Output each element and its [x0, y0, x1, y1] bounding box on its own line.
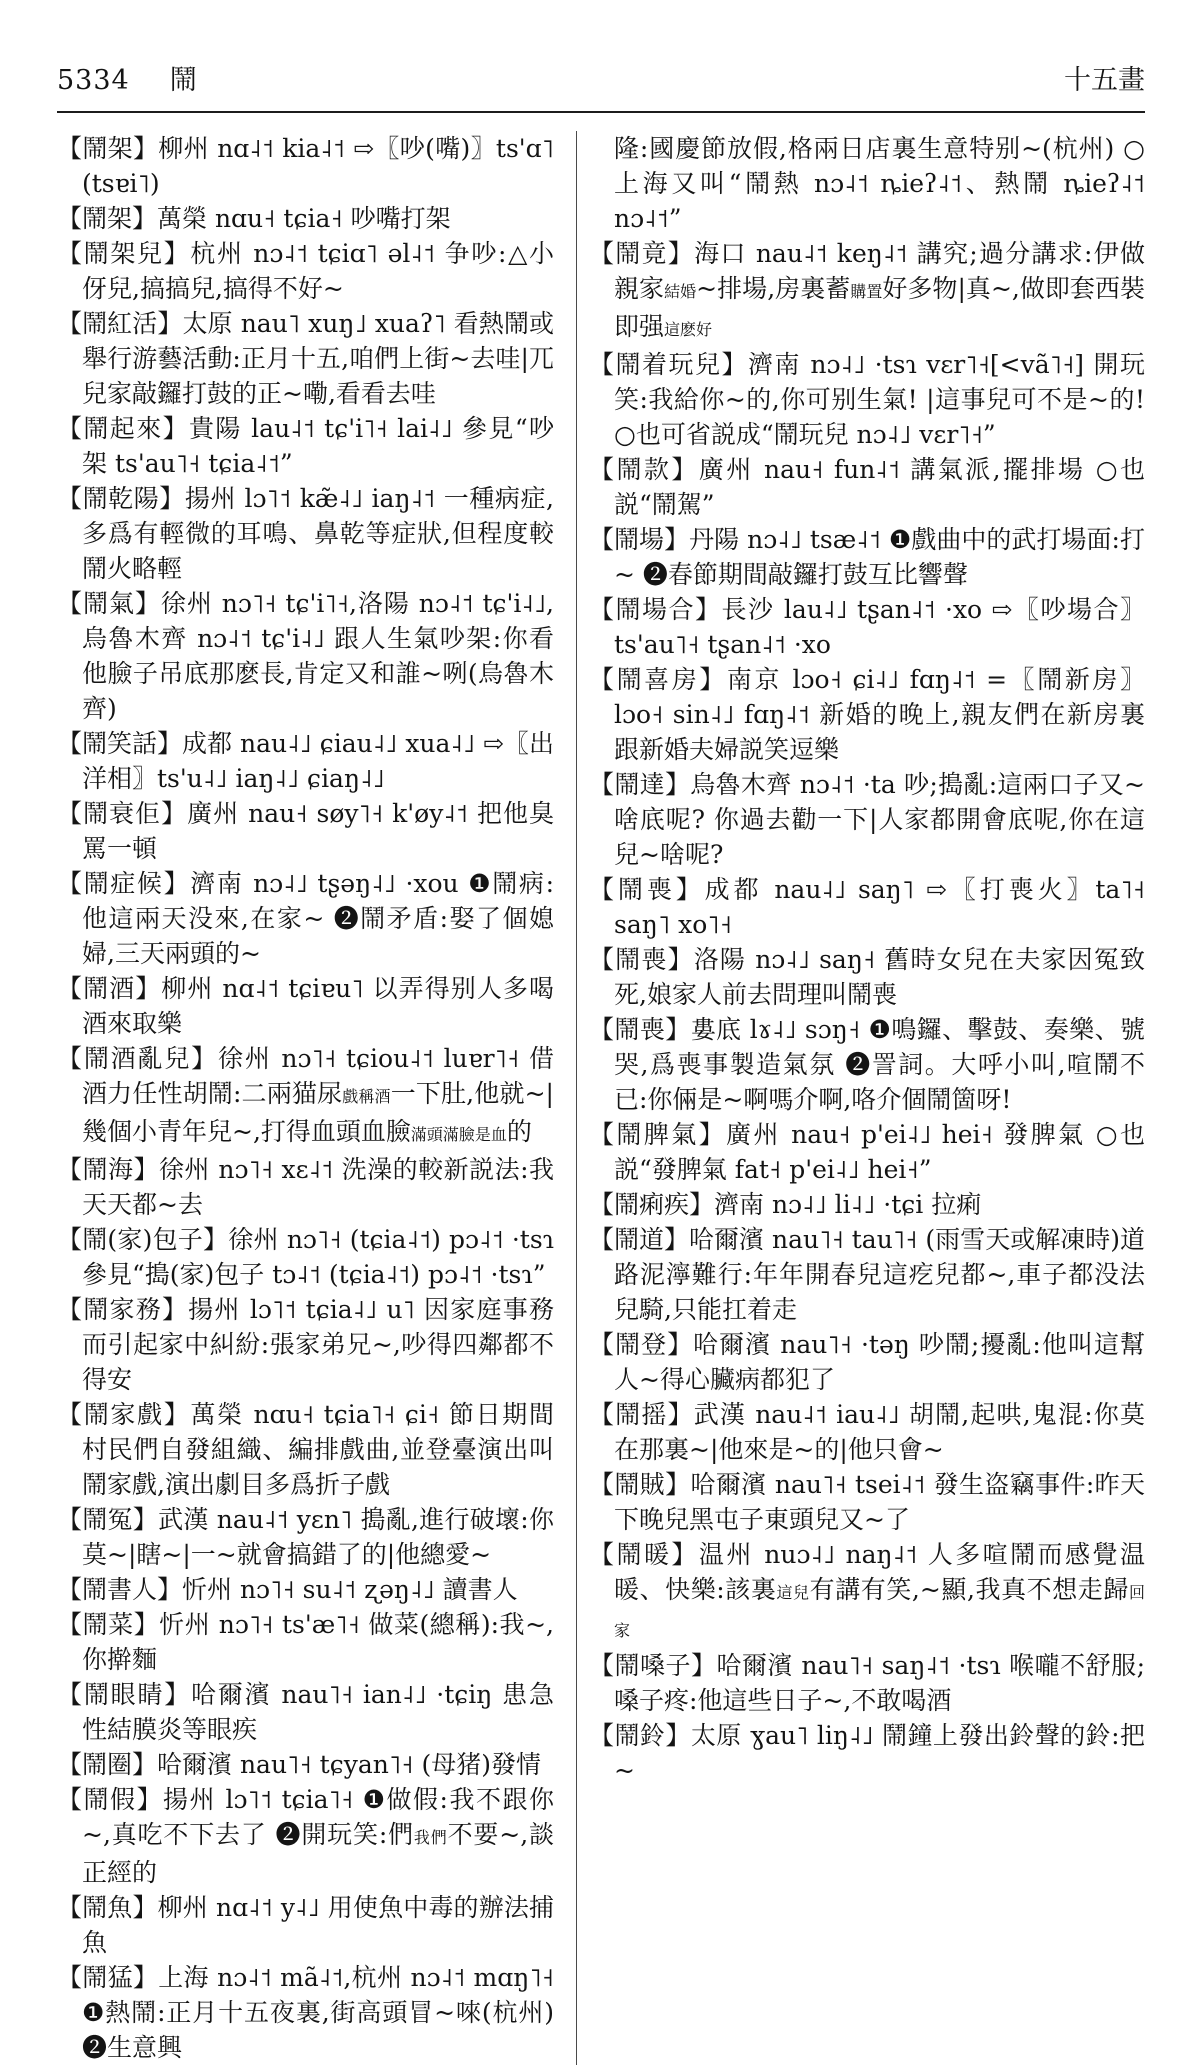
- entry-text: 【鬧乾陽】揚州 lɔ˥˦ kæ̃˨˩ iaŋ˨˦ 一種病症,多爲有輕微的耳鳴、鼻乾等症狀,但程度較鬧火略輕: [57, 484, 554, 583]
- dictionary-entry: [57, 411, 554, 481]
- inline-gloss: 我們: [413, 1828, 448, 1847]
- entry-text: ~排場,房裏蓄: [696, 274, 851, 303]
- dictionary-entry: [57, 1677, 554, 1747]
- entry-text: 【鬧菜】忻州 nɔ˥˧ ts'æ˥˧ 做菜(總稱):我~,你擀麵: [57, 1610, 554, 1674]
- page-header: [57, 58, 1145, 97]
- dictionary-entry: [589, 1187, 1145, 1222]
- entry-text: 好多物|真~,做即套西裝即强: [614, 274, 1145, 341]
- entry-text: 【鬧猛】上海 nɔ˨˦ mã˨˦,杭州 nɔ˨˦ mɑŋ˥˧ ❶熱鬧:正月十五夜裏,街高頭冒~唻(杭州) ❷生意興: [57, 1963, 554, 2062]
- entry-text: 的: [506, 1117, 532, 1146]
- entry-text: 【鬧起來】貴陽 lau˨˦ tɕ'i˥˧ lai˨˩ 參見“吵架 ts'au˥˧ tɕia˨˦”: [57, 414, 554, 478]
- dictionary-entry: [589, 942, 1145, 1012]
- entry-text: 【鬧達】烏魯木齊 nɔ˨˦ ·ta 吵;搗亂:這兩口子又~啥底呢? 你過去勸一下|人家都開會底呢,你在這兒~啥呢?: [589, 770, 1145, 869]
- entry-text: 【鬧登】哈爾濱 nau˥˧ ·təŋ 吵鬧;擾亂:他叫這幫人~得心臟病都犯了: [589, 1330, 1145, 1394]
- header-rule: [57, 111, 1145, 113]
- entry-text: 【鬧假】揚州 lɔ˥˦ tɕia˥˧ ❶做假:我不跟你~,真吃不下去了 ❷開玩笑:們: [57, 1785, 554, 1849]
- dictionary-entry: [589, 872, 1145, 942]
- entry-text: 【鬧賊】哈爾濱 nau˥˧ tsei˨˦ 發生盗竊事件:昨天下晚兒黑屯子東頭兒又~了: [589, 1470, 1145, 1534]
- dictionary-entry: [57, 796, 554, 866]
- entry-text: 【鬧款】廣州 nau˧ fun˨˦ 講氣派,擺排場 ○也説“鬧駕”: [589, 455, 1145, 519]
- inline-gloss: 這兒: [776, 1583, 810, 1602]
- entry-text: 【鬧圈】哈爾濱 nau˥˧ tɕyan˥˧ (母猪)發情: [57, 1750, 541, 1779]
- dictionary-entry: [589, 1397, 1145, 1467]
- entry-text: 【鬧酒】柳州 nɑ˨˦ tɕiɐu˥ 以弄得别人多喝酒來取樂: [57, 974, 554, 1038]
- inline-gloss: 戲稱酒: [342, 1087, 391, 1106]
- dictionary-entry: [57, 131, 554, 201]
- entry-text: 【鬧酒亂兒】徐州 nɔ˥˧ tɕiou˨˦ luɐr˥˧ 借酒力任性胡鬧:二兩猫尿: [57, 1044, 554, 1108]
- entry-text: 【鬧鈴】太原 ɣau˥ liŋ˨˩ 鬧鐘上發出鈴聲的鈴:把~: [589, 1721, 1145, 1785]
- dictionary-entry: [57, 1152, 554, 1222]
- dictionary-entry: [57, 1292, 554, 1397]
- dictionary-entry: [589, 1718, 1145, 1788]
- dictionary-entry: [57, 1607, 554, 1677]
- entry-text: 【鬧架】柳州 nɑ˨˦ kia˨˦ ⇨〖吵(嘴)〗ts'ɑ˥ (tsɐi˥): [57, 134, 554, 198]
- inline-gloss: 結婚: [664, 282, 697, 301]
- entry-text: 【鬧冤】武漢 nau˨˦ yɛn˥ 搗亂,進行破壞:你莫~|瞎~|一~就會搞錯了的|他總愛~: [57, 1505, 554, 1569]
- dictionary-entry: [589, 236, 1145, 347]
- entry-text: 【鬧喪】婁底 lɤ˨˩ sɔŋ˧ ❶鳴鑼、擊鼓、奏樂、號哭,爲喪事製造氣氛 ❷詈詞。大呼小叫,喧鬧不已:你倆是~啊嗎介啊,咯介個鬧箇呀!: [589, 1015, 1145, 1114]
- dictionary-entry: [589, 452, 1145, 522]
- inline-gloss: 購置: [850, 282, 883, 301]
- entry-text: 【鬧架】萬榮 nɑu˧ tɕia˧ 吵嘴打架: [57, 204, 451, 233]
- dictionary-entry: [57, 1041, 554, 1152]
- entry-text: 隆:國慶節放假,格兩日店裏生意特别~(杭州) ○上海又叫“鬧熱 nɔ˨˦ ȵieʔ˨˦、熱鬧 ȵieʔ˨˦ nɔ˨˦”: [614, 134, 1145, 233]
- dictionary-entry: [589, 662, 1145, 767]
- column-right: [589, 131, 1145, 2065]
- dictionary-entry: [57, 306, 554, 411]
- dictionary-entry: [57, 1502, 554, 1572]
- dictionary-entry: [57, 481, 554, 586]
- dictionary-entry: [589, 522, 1145, 592]
- dictionary-entry: [57, 1397, 554, 1502]
- entry-text: 【鬧魚】柳州 nɑ˨˦ y˨˩ 用使魚中毒的辦法捕魚: [57, 1893, 554, 1957]
- entry-text: 【鬧脾氣】廣州 nau˧ p'ei˨˩ hei˧ 發脾氣 ○也説“發脾氣 fat˧ p'ei˨˩ hei˧”: [589, 1120, 1145, 1184]
- column-left: [57, 131, 554, 2065]
- page-number: 5334: [57, 65, 130, 96]
- dictionary-entry: [589, 1648, 1145, 1718]
- column-divider: [576, 131, 577, 2065]
- entry-text: 【鬧痢疾】濟南 nɔ˨˩ li˨˩ ·tɕi 拉痢: [589, 1190, 982, 1219]
- page-content: [57, 131, 1145, 2065]
- entry-continuation: [589, 131, 1145, 236]
- entry-text: 有講有笑,~顯,我真不想走歸: [809, 1575, 1129, 1604]
- entry-text: 【鬧竟】海口 nau˨˦ keŋ˨˦ 講究;過分講求:伊做親家: [589, 239, 1145, 303]
- entry-text: 【鬧氣】徐州 nɔ˥˧ tɕ'i˥˧,洛陽 nɔ˨˦ tɕ'i˨˩,烏魯木齊 nɔ˨˦ tɕ'i˨˩ 跟人生氣吵架:你看他臉子吊底那麽長,肯定又和誰~咧(烏魯木齊): [57, 589, 554, 723]
- entry-text: 【鬧暖】温州 nuɔ˨˩ naŋ˨˦ 人多喧鬧而感覺温暖、快樂:該裏: [589, 1540, 1145, 1604]
- dictionary-entry: [57, 586, 554, 726]
- entry-text: 【鬧架兒】杭州 nɔ˨˦ tɕiɑ˥ əl˨˦ 争吵:△小伢兒,搞搞兒,搞得不好~: [57, 239, 554, 303]
- entry-text: 【鬧摇】武漢 nau˨˦ iau˨˩ 胡鬧,起哄,鬼混:你莫在那裏~|他來是~的|他只會~: [589, 1400, 1145, 1464]
- entry-text: 【鬧笑話】成都 nau˨˩ ɕiau˨˩ xua˨˩ ⇨〖出洋相〗ts'u˨˩ iaŋ˨˩ ɕiaŋ˨˩: [57, 729, 554, 793]
- dictionary-entry: [57, 201, 554, 236]
- entry-text: 【鬧症候】濟南 nɔ˨˩ tʂəŋ˨˩ ·xou ❶鬧病:他這兩天没來,在家~ ❷鬧矛盾:娶了個媳婦,三天兩頭的~: [57, 869, 554, 968]
- dictionary-entry: [57, 1572, 554, 1607]
- entry-text: 【鬧家務】揚州 lɔ˥˦ tɕia˨˩ u˥ 因家庭事務而引起家中糾紛:張家弟兄~,吵得四鄰都不得安: [57, 1295, 554, 1394]
- stroke-count-label: 十五畫: [1064, 65, 1145, 96]
- entry-text: 【鬧書人】忻州 nɔ˥˧ su˨˦ ʐəŋ˨˩ 讀書人: [57, 1575, 518, 1604]
- dictionary-entry: [589, 347, 1145, 452]
- dictionary-entry: [589, 1327, 1145, 1397]
- inline-gloss: 這麽好: [664, 320, 713, 339]
- entry-text: 【鬧(家)包子】徐州 nɔ˥˧ (tɕia˨˦) pɔ˨˦ ·tsɿ 參見“搗(家)包子 tɔ˨˦ (tɕia˨˦) pɔ˨˦ ·tsɿ”: [57, 1225, 554, 1289]
- entry-text: 【鬧場合】長沙 lau˨˩ tʂan˨˦ ·xo ⇨〖吵場合〗ts'au˥˧ tʂan˨˦ ·xo: [589, 595, 1145, 659]
- dictionary-entry: [589, 1467, 1145, 1537]
- header-left: [57, 58, 197, 97]
- dictionary-entry: [57, 1747, 554, 1782]
- entry-text: 【鬧喜房】南京 lɔo˧ ɕi˨˩ fɑŋ˨˦ =〖鬧新房〗lɔo˧ sin˨˩ fɑŋ˨˦ 新婚的晚上,親友們在新房裏跟新婚夫婦説笑逗樂: [589, 665, 1145, 764]
- dictionary-entry: [589, 1537, 1145, 1648]
- entry-text: 【鬧家戲】萬榮 nɑu˧ tɕia˥˧ ɕi˧ 節日期間村民們自發組織、編排戲曲,並登臺演出叫鬧家戲,演出劇目多爲折子戲: [57, 1400, 554, 1499]
- entry-text: 不要~,談正經的: [82, 1820, 554, 1887]
- dictionary-entry: [589, 592, 1145, 662]
- entry-text: 【鬧海】徐州 nɔ˥˧ xɛ˨˦ 洗澡的較新説法:我天天都~去: [57, 1155, 554, 1219]
- inline-gloss: 滿頭滿臉是血: [410, 1125, 507, 1144]
- dictionary-entry: [589, 1012, 1145, 1117]
- entry-text: 【鬧喪】成都 nau˨˩ saŋ˥ ⇨〖打喪火〗ta˥˧ saŋ˥ xo˥˧: [589, 875, 1145, 939]
- entry-text: 【鬧着玩兒】濟南 nɔ˨˩ ·tsɿ vɛr˥˧[<vã˥˧] 開玩笑:我給你~的,你可别生氣! |這事兒可不是~的! ○也可省説成“鬧玩兒 nɔ˨˩ vɛr˥˧”: [589, 350, 1145, 449]
- dictionary-entry: [57, 1960, 554, 2065]
- dictionary-entry: [589, 1222, 1145, 1327]
- page-headword: 鬧: [169, 65, 197, 96]
- dictionary-entry: [57, 866, 554, 971]
- dictionary-entry: [57, 1782, 554, 1890]
- entry-text: 【鬧衰佢】廣州 nau˧ søy˥˧ k'øy˨˦ 把他臭罵一頓: [57, 799, 554, 863]
- entry-text: 【鬧場】丹陽 nɔ˨˩ tsæ˨˦ ❶戲曲中的武打場面:打~ ❷春節期間敲鑼打鼓互比響聲: [589, 525, 1145, 589]
- dictionary-entry: [57, 726, 554, 796]
- dictionary-entry: [57, 236, 554, 306]
- dictionary-entry: [589, 767, 1145, 872]
- dictionary-entry: [57, 1890, 554, 1960]
- inline-gloss: 回家: [614, 1583, 1145, 1640]
- dictionary-entry: [589, 1117, 1145, 1187]
- entry-text: 【鬧紅活】太原 nau˥ xuŋ˩ xuaʔ˥ 看熱鬧或舉行游藝活動:正月十五,咱們上街~去哇|兀兒家敲鑼打鼓的正~嘞,看看去哇: [57, 309, 554, 408]
- entry-text: 【鬧眼睛】哈爾濱 nau˥˧ ian˨˩ ·tɕiŋ 患急性結膜炎等眼疾: [57, 1680, 554, 1744]
- entry-text: 【鬧道】哈爾濱 nau˥˧ tau˥˧ (雨雪天或解凍時)道路泥濘難行:年年開春兒這疙兒都~,車子都没法兒騎,只能扛着走: [589, 1225, 1145, 1324]
- dictionary-entry: [57, 1222, 554, 1292]
- entry-text: 一下肚,他就~|幾個小青年兒~,打得血頭血臉: [82, 1079, 554, 1146]
- dictionary-entry: [57, 971, 554, 1041]
- entry-text: 【鬧喪】洛陽 nɔ˨˩ saŋ˧ 舊時女兒在夫家因冤致死,娘家人前去問理叫鬧喪: [589, 945, 1145, 1009]
- entry-text: 【鬧嗓子】哈爾濱 nau˥˧ saŋ˨˦ ·tsɿ 喉嚨不舒服;嗓子疼:他這些日子~,不敢喝酒: [589, 1651, 1145, 1715]
